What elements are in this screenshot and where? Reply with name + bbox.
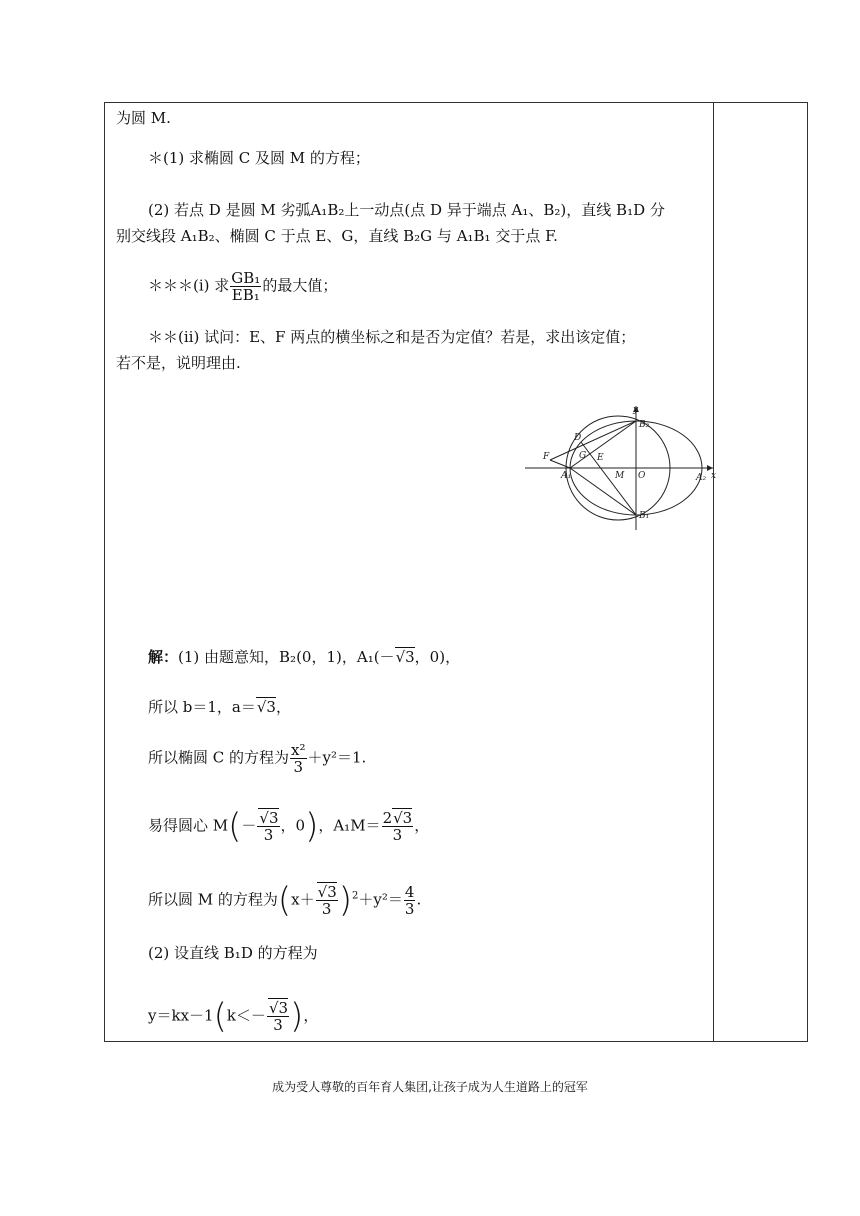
solution-4-a1m: ，A₁M＝ (318, 816, 381, 835)
solution-2-tail: ， (275, 698, 291, 716)
solution-4-neg: － (241, 816, 257, 835)
solution-4-fraction-2 (382, 810, 414, 843)
label-m: M (615, 471, 625, 481)
right-bracket: ) (290, 996, 304, 1037)
question-2-ii-line-1: ＊＊(ⅱ) 试问：E、F 两点的横坐标之和是否为定值？若是，求出该定值； (148, 328, 636, 346)
fraction-numerator (382, 810, 414, 827)
fraction-numerator: GB₁ (231, 269, 261, 287)
solution-2 (148, 696, 291, 718)
question-1: ＊(1) 求椭圆 C 及圆 M 的方程； (148, 149, 370, 167)
label-b1: B₁ (639, 511, 650, 521)
solution-5-mid: ＋y²＝ (358, 890, 403, 909)
solution-7-text: y＝kx－1 (148, 1006, 214, 1025)
solution-3-text: 所以椭圆 C 的方程为 (148, 748, 290, 767)
solution-4 (148, 806, 430, 847)
label-a2: A₂ (696, 473, 707, 483)
fraction-denominator: 3 (404, 900, 415, 918)
question-2-line-1: (2) 若点 D 是圆 M 劣弧A₁B₂上一动点(点 D 异于端点 A₁、B₂)，直线 B₁D 分 (148, 201, 665, 219)
label-a1: A₁ (561, 471, 572, 481)
ellipse-circle-figure (525, 402, 717, 532)
label-x: x (711, 471, 717, 481)
question-2-i (148, 270, 337, 303)
solution-4-fraction (257, 810, 279, 843)
left-bracket: ( (213, 996, 227, 1037)
fraction-denominator: 3 (392, 826, 403, 844)
solution-1-sqrt: √ 3 (395, 647, 415, 666)
line-b1d (581, 442, 636, 515)
solution-3-fraction (290, 742, 306, 775)
fraction-denominator: 3 (293, 758, 304, 776)
left-bracket: ( (277, 880, 292, 921)
solution-1-text: (1) 由题意知，B₂(0，1)，A₁(－ (178, 648, 395, 666)
line-b2f (550, 421, 636, 460)
label-d: D (574, 433, 582, 443)
fraction-coef: 2 (382, 809, 393, 827)
fraction-denominator: 3 (273, 1016, 283, 1034)
fraction-numerator (257, 810, 279, 827)
segment-a1b1 (570, 468, 636, 515)
solution-7-k: k＜－ (226, 1006, 266, 1025)
right-bracket: ) (305, 806, 319, 847)
solution-1-tail: ，0)， (414, 648, 461, 666)
fraction-numerator (316, 884, 338, 901)
label-y: y (633, 405, 639, 415)
segment-fa1 (550, 460, 570, 468)
solution-5-fraction (316, 884, 338, 917)
problem-line-1: 为圆 M. (116, 109, 171, 127)
question-2-line-2: 别交线段 A₁B₂、椭圆 C 于点 E、G，直线 B₂G 与 A₁B₁ 交于点 F. (116, 227, 558, 245)
fraction-sqrt: √ 3 (392, 808, 412, 827)
table-divider (711, 102, 717, 1042)
solution-7-fraction (267, 1000, 289, 1033)
fraction-denominator: 3 (263, 826, 274, 844)
label-b2: B₂ (639, 420, 650, 430)
solution-7 (148, 996, 319, 1037)
solution-2-text: 所以 b＝1，a＝ (148, 698, 256, 716)
solution-5-tail: . (416, 890, 422, 909)
label-g: G (579, 451, 587, 461)
solution-5-text: 所以圆 M 的方程为 (148, 890, 278, 909)
label-f: F (543, 452, 550, 462)
fraction-numerator (267, 1000, 289, 1017)
fraction-sqrt: √ 3 (317, 882, 337, 901)
solution-2-sqrt: √ 3 (256, 697, 276, 716)
label-e: E (597, 453, 604, 463)
solution-1 (148, 646, 460, 668)
page-footer: 成为受人尊敬的百年育人集团,让孩子成为人生道路上的冠军 (272, 1080, 588, 1094)
solution-4-mid: ，0 (280, 816, 306, 835)
question-2-ii-line-2: 若不是，说明理由. (116, 354, 241, 372)
fraction-sqrt: √ 3 (268, 998, 288, 1017)
solution-5 (148, 880, 422, 921)
question-2-i-suffix: 的最大值； (262, 276, 338, 295)
solution-5-fraction-2 (404, 884, 416, 917)
fraction-numerator: x² (291, 741, 306, 759)
question-2-i-fraction (230, 270, 261, 303)
solution-4-tail: ， (414, 816, 430, 835)
solution-5-x: x＋ (291, 890, 315, 909)
solution-4-text: 易得圆心 M (148, 816, 229, 835)
solution-3 (148, 742, 366, 775)
right-bracket: ) (338, 880, 353, 921)
square-exponent: 2 (352, 890, 359, 902)
fraction-denominator: 3 (321, 900, 332, 918)
solution-3-tail: ＋y²＝1. (307, 748, 367, 767)
question-2-i-prefix: ＊＊＊(ⅰ) 求 (148, 276, 230, 295)
fraction-sqrt: √ 3 (258, 808, 278, 827)
solution-6: (2) 设直线 B₁D 的方程为 (148, 944, 318, 962)
fraction-denominator: EB₁ (231, 286, 260, 304)
solution-7-tail: ， (303, 1006, 319, 1025)
label-o: O (638, 471, 646, 481)
left-bracket: ( (228, 806, 242, 847)
fraction-numerator: 4 (404, 883, 415, 901)
solution-label: 解： (148, 648, 179, 666)
